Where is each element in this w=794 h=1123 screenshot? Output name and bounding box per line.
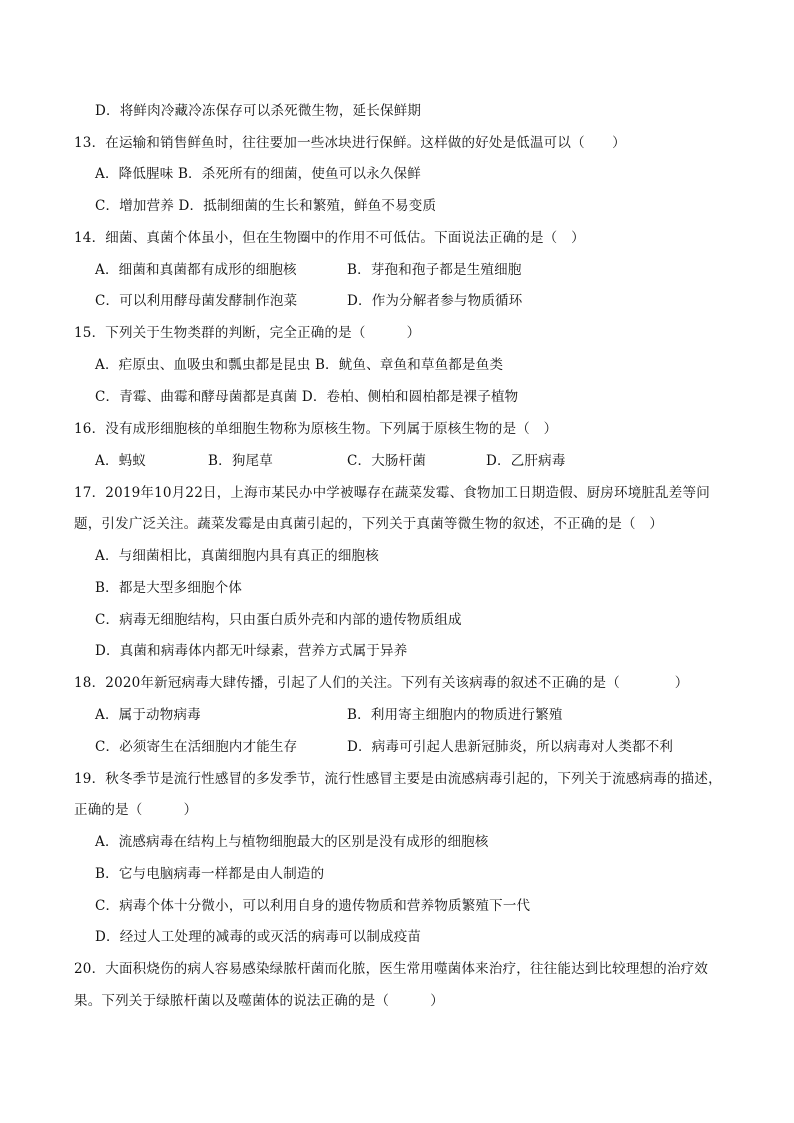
q17-stem-line1: 17．2019年10月22日，上海市某民办中学被曝存在蔬菜发霉、食物加工日期造假、厨房环境脏乱差等问 [74, 485, 710, 501]
q14-stem: 14．细菌、真菌个体虽小，但在生物圈中的作用不可低估。下面说法正确的是（ ） [74, 230, 585, 246]
q19-option-d: D．经过人工处理的减毒的或灭活的病毒可以制成疫苗 [95, 929, 422, 945]
q13-options-ab: A．降低腥味 B．杀死所有的细菌，使鱼可以永久保鲜 [95, 166, 421, 182]
q19-option-a: A．流感病毒在结构上与植物细胞最大的区别是没有成形的细胞核 [95, 834, 489, 850]
q18-option-a: A．属于动物病毒 [95, 707, 201, 723]
q14-option-c: C．可以利用酵母菌发酵制作泡菜 [95, 293, 298, 309]
q14-option-b: B．芽孢和孢子都是生殖细胞 [347, 262, 522, 278]
q18-stem: 18．2020年新冠病毒大肆传播，引起了人们的关注。下列有关该病毒的叙述不正确的是（ ） [74, 675, 689, 691]
q17-stem-line2: 题，引发广泛关注。蔬菜发霉是由真菌引起的，下列关于真菌等微生物的叙述，不正确的是（ ） [74, 516, 664, 532]
q16-option-d: D．乙肝病毒 [486, 453, 566, 469]
q17-option-a: A．与细菌相比，真菌细胞内具有真正的细胞核 [95, 548, 379, 564]
q17-option-d: D．真菌和病毒体内都无叶绿素，营养方式属于异养 [95, 643, 408, 659]
q19-stem-line1: 19．秋冬季节是流行性感冒的多发季节，流行性感冒主要是由流感病毒引起的，下列关于流感病毒的描述， [74, 771, 722, 787]
q15-options-ab: A．疟原虫、血吸虫和瓢虫都是昆虫 B．鱿鱼、章鱼和草鱼都是鱼类 [95, 357, 504, 373]
q13-stem: 13．在运输和销售鲜鱼时，往往要加一些冰块进行保鲜。这样做的好处是低温可以（ ） [74, 135, 626, 151]
q20-stem-line1: 20．大面积烧伤的病人容易感染绿脓杆菌而化脓，医生常用噬菌体来治疗，往往能达到比较理想的治疗效 [74, 961, 709, 977]
q13-options-cd: C．增加营养 D．抵制细菌的生长和繁殖，鲜鱼不易变质 [95, 198, 437, 214]
q18-option-b: B．利用寄主细胞内的物质进行繁殖 [347, 707, 563, 723]
q20-stem-line2: 果。下列关于绿脓杆菌以及噬菌体的说法正确的是（ ） [74, 993, 444, 1009]
q12-option-d: D．将鲜肉冷藏冷冻保存可以杀死微生物，延长保鲜期 [95, 103, 422, 119]
q14-option-a: A．细菌和真菌都有成形的细胞核 [95, 262, 297, 278]
q19-option-c: C．病毒个体十分微小，可以利用自身的遗传物质和营养物质繁殖下一代 [95, 898, 531, 914]
q16-stem: 16．没有成形细胞核的单细胞生物称为原核生物。下列属于原核生物的是（ ） [74, 421, 558, 437]
q16-option-b: B．狗尾草 [208, 453, 273, 469]
q17-option-b: B．都是大型多细胞个体 [95, 580, 243, 596]
q19-stem-line2: 正确的是（ ） [74, 802, 198, 818]
q15-options-cd: C．青霉、曲霉和酵母菌都是真菌 D．卷柏、侧柏和圆柏都是裸子植物 [95, 389, 519, 405]
q17-option-c: C．病毒无细胞结构，只由蛋白质外壳和内部的遗传物质组成 [95, 612, 462, 628]
q15-stem: 15．下列关于生物类群的判断，完全正确的是（ ） [74, 325, 421, 341]
q18-option-d: D．病毒可引起人患新冠肺炎，所以病毒对人类都不利 [347, 739, 674, 755]
q19-option-b: B．它与电脑病毒一样都是由人制造的 [95, 866, 325, 882]
q18-option-c: C．必须寄生在活细胞内才能生存 [95, 739, 298, 755]
q16-option-a: A．蚂蚁 [95, 453, 147, 469]
q16-option-c: C．大肠杆菌 [347, 453, 427, 469]
q14-option-d: D．作为分解者参与物质循环 [347, 293, 523, 309]
